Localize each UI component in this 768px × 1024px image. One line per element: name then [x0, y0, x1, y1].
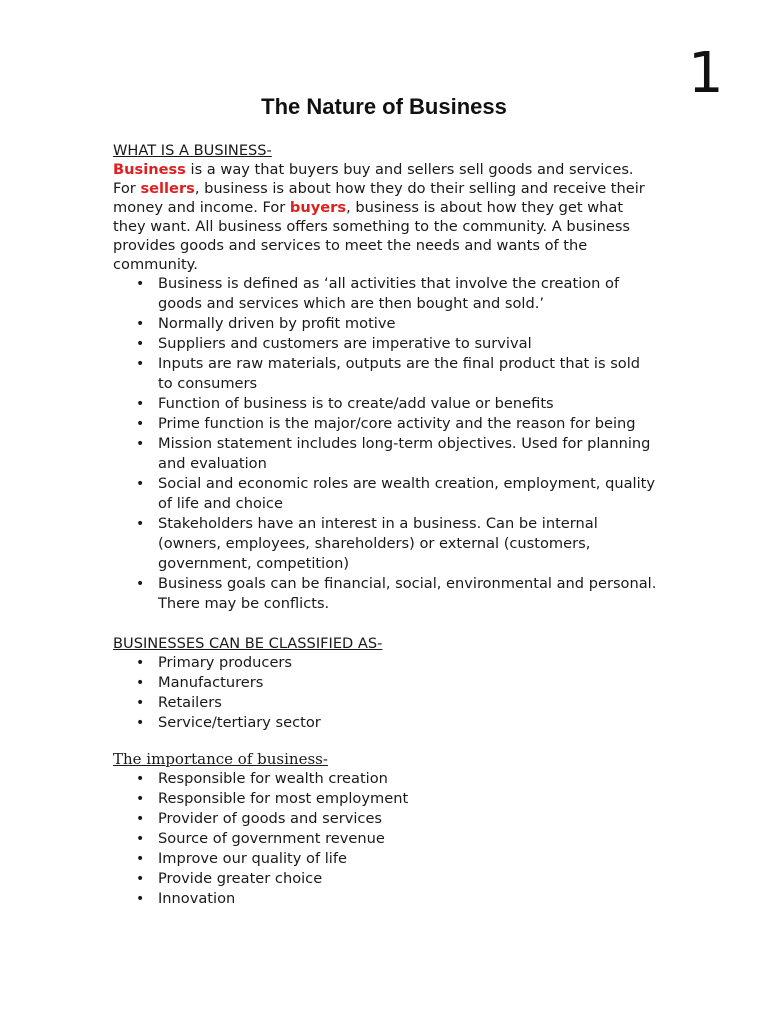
document-body — [113, 141, 658, 909]
list-item: • Source of government revenue — [158, 829, 658, 849]
list-item: • Responsible for wealth creation — [158, 769, 658, 789]
highlight-business: Business — [113, 161, 186, 178]
section-heading-classification: BUSINESSES CAN BE CLASSIFIED AS- — [113, 635, 383, 652]
spacer — [113, 614, 658, 634]
list-item: • Retailers — [158, 693, 658, 713]
page-number: 1 — [688, 41, 724, 106]
intro-paragraph — [113, 160, 658, 274]
highlight-sellers: sellers — [140, 180, 195, 197]
list-item: • Business is defined as ‘all activities that involve the creation of goods and services which are then bought and sold.’ — [158, 274, 658, 314]
list-item: • Suppliers and customers are imperative to survival — [158, 334, 658, 354]
section-heading-importance: The importance of business- — [113, 750, 328, 768]
list-item: • Inputs are raw materials, outputs are the final product that is sold to consumers — [158, 354, 658, 394]
list-item: • Improve our quality of life — [158, 849, 658, 869]
list-item: • Provide greater choice — [158, 869, 658, 889]
list-item: • Stakeholders have an interest in a business. Can be internal (owners, employees, shareholders) or external (customers, government, competition) — [158, 514, 658, 574]
list-item: • Innovation — [158, 889, 658, 909]
spacer — [113, 733, 658, 750]
list-item: • Manufacturers — [158, 673, 658, 693]
classification-list — [113, 653, 658, 733]
highlight-buyers: buyers — [289, 199, 347, 216]
list-item: • Responsible for most employment — [158, 789, 658, 809]
list-item: • Service/tertiary sector — [158, 713, 658, 733]
list-item: • Provider of goods and services — [158, 809, 658, 829]
list-item: • Normally driven by profit motive — [158, 314, 658, 334]
intro-text-3: , business is about how they get what they want. All business offers something to the community. A business provides goods and services to meet the needs and wants of the community. — [113, 199, 631, 273]
document-title: The Nature of Business — [261, 94, 507, 119]
list-item: • Primary producers — [158, 653, 658, 673]
list-item: • Social and economic roles are wealth creation, employment, quality of life and choice — [158, 474, 658, 514]
list-item: • Function of business is to create/add value or benefits — [158, 394, 658, 414]
business-definition-list — [113, 274, 658, 614]
list-item: • Business goals can be financial, social, environmental and personal. There may be conflicts. — [158, 574, 658, 614]
intro-text-1: is a way that buyers buy and sellers sell goods and services. For — [113, 161, 634, 197]
intro-text-2: , business is about how they do their selling and receive their money and income. For — [113, 180, 645, 216]
list-item: • Mission statement includes long-term objectives. Used for planning and evaluation — [158, 434, 658, 474]
importance-list — [113, 769, 658, 909]
section-heading-what-is-business: WHAT IS A BUSINESS- — [113, 142, 272, 159]
list-item: • Prime function is the major/core activity and the reason for being — [158, 414, 658, 434]
